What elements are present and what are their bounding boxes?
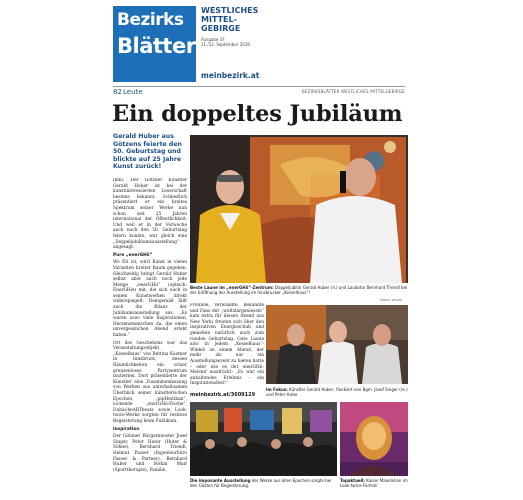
paragraph-guests: Der Götzner Bürgermeister Josef Singer, Peter Huter (Huter & Söhne), Bernhard Triendl, Helmut Passer (Ingenieurbüro Passer & Partner), Bernhard Huber und Stefan Mair (Sporttherapie), Familie, [113, 434, 187, 473]
photo-kaiser-maximilian [340, 402, 408, 476]
region-line-1: WESTLICHES [201, 6, 259, 15]
paragraph-kesselhaus: Ort des Geschehens war das Veranstaltungsobjekt „Kesselhaus“ von Bettina Kastner in Innsbruck, dessen Räumlichkeiten ein schier grenzenloses Partyzentrum mutierten. Dort präsentierte der Künstler eine Zusammenfassung von Werken aus unterhaltsamen Überblick seiner künstlerischen Epochen, „pipHenthan“, lockende „enerGHii-Fische“, Dubai-heARTbeats sowie Look-twice-Werke sorgten für restlose Begeisterung beim Publikum. [113, 340, 187, 424]
article-headline: Ein doppeltes Jubiläum [112, 101, 403, 127]
section-name: Leute [123, 88, 143, 96]
paragraph-friends: Freunde, Verwandte, Bekannte und Fans der „weltstargeniesste“ kam extra für diesen Abend aus New York) freuten sich über den inspirativen Energieschub und genießen natürlich auch zum runden Geburtstag. Gute Laune also in jedem „Kesselhaus“-Winkel an einem Abend, der mehr als nur ein Ausstellungsevent zu bieten hatte – oder wie es der enerGHii-Meister ausdrückt: „Es war ein anhaltendes Erlebnis – ein Inspirationsfest!“ [190, 303, 264, 387]
issue-number: Ausgabe 37 [201, 37, 225, 42]
caption-mid-text: Künstler Gerald Huber, flankiert von Bgm. Josef Singer (re.) und Peter Huter [266, 387, 408, 397]
caption-mid-lead: Im Fokus: [266, 387, 288, 392]
subheading-inspiration: Inspiration [113, 426, 140, 432]
subheading-energhii: Pure „enerGHii“ [113, 252, 153, 258]
photo-exhibition [190, 402, 337, 476]
article-column-left [113, 178, 187, 478]
photo-credit: Fotos: privat [380, 298, 402, 302]
page-number: 82 [113, 88, 122, 96]
photo-huber-triendl [190, 135, 408, 283]
region-name [201, 6, 258, 33]
caption-bottom-right-photo [340, 478, 410, 488]
region-line-3: GEBIRGE [201, 24, 241, 33]
caption-bl-lead: Die imposante Ausstellung [190, 478, 251, 483]
caption-top-text: Doppeljubilar Gerald Huber (li.) und Laudator Bernhard Triendl bei der Eröffnung der Ausstellung im Innsbrucker „Kesselhaus“! [190, 285, 408, 295]
caption-br-lead: Topaktuell: [340, 478, 365, 483]
caption-top-lead: Beste Laune im „enerGHii“-Zentrum: [190, 285, 274, 290]
caption-middle-photo [266, 387, 408, 397]
article-subhead: Gerald Huber aus Götzens feierte den 50. Geburtstag und blickte auf 25 Jahre Kunst zurück! [113, 133, 182, 171]
logo-line-1: Bezirks [117, 10, 184, 30]
photo-huber-singer-huter [266, 305, 408, 384]
paragraph-intro: (mb). Der Götzner Künstler Gerald Huber ist bei der kunstinteressierten Leserschaft bestens bekannt. Schließlich präsentiert er ein breites Spektrum seiner Werke nun schon seit 25 Jahren international der Öffentlichkeit. Und weil er in der Vorwoche auch noch den 50. Geburtstag feiern konnte, war gleich eine „Doppeljubiläumsausstellung“ angesagt. [113, 178, 187, 251]
logo-line-2: Blätter [117, 34, 196, 58]
issue-info [201, 37, 250, 47]
caption-bottom-left-photo [190, 478, 338, 488]
paragraph-energhii: Wo Elt ist, wird Kunst in vielen Varianten breiter Raum gegeben. Gleichzeitig bringt Gerald Huber selbst aber auch noch jede Menge „enerGHii“ (optisch: EnerGHie) mit, die sich auch in seinen Kunstwerken direkt widerspiegelt. Demgemäß fällt auch die Bilanz der Jubiläumsausstellung aus. „Es waren sooo viele Inspirationen, Herzensmenschen da, die einen unvergesslichen Abend erlebt haben.“ [113, 260, 187, 339]
caption-top-photo [190, 285, 408, 295]
website-link[interactable]: meinbezirk.at [201, 71, 260, 80]
bezirksblaetter-logo [113, 6, 196, 82]
header-rule [113, 86, 405, 87]
article-column-middle [190, 303, 264, 391]
running-head: BEZIRKSBLÄTTER WESTLICHES MITTELGEBIRGE [302, 89, 405, 94]
caption-bl-text: der Werke aus allen Epochen sorgte bei den Gästen für Begeisterung. [190, 478, 332, 488]
issue-date: 11./12. September 2019 [201, 42, 250, 47]
article-web-link[interactable]: meinbezirk.at/3609129 [190, 392, 256, 398]
caption-br-text: Kaiser Maximilian im Look-twice-Format [340, 478, 408, 488]
region-line-2: MITTEL- [201, 15, 237, 24]
